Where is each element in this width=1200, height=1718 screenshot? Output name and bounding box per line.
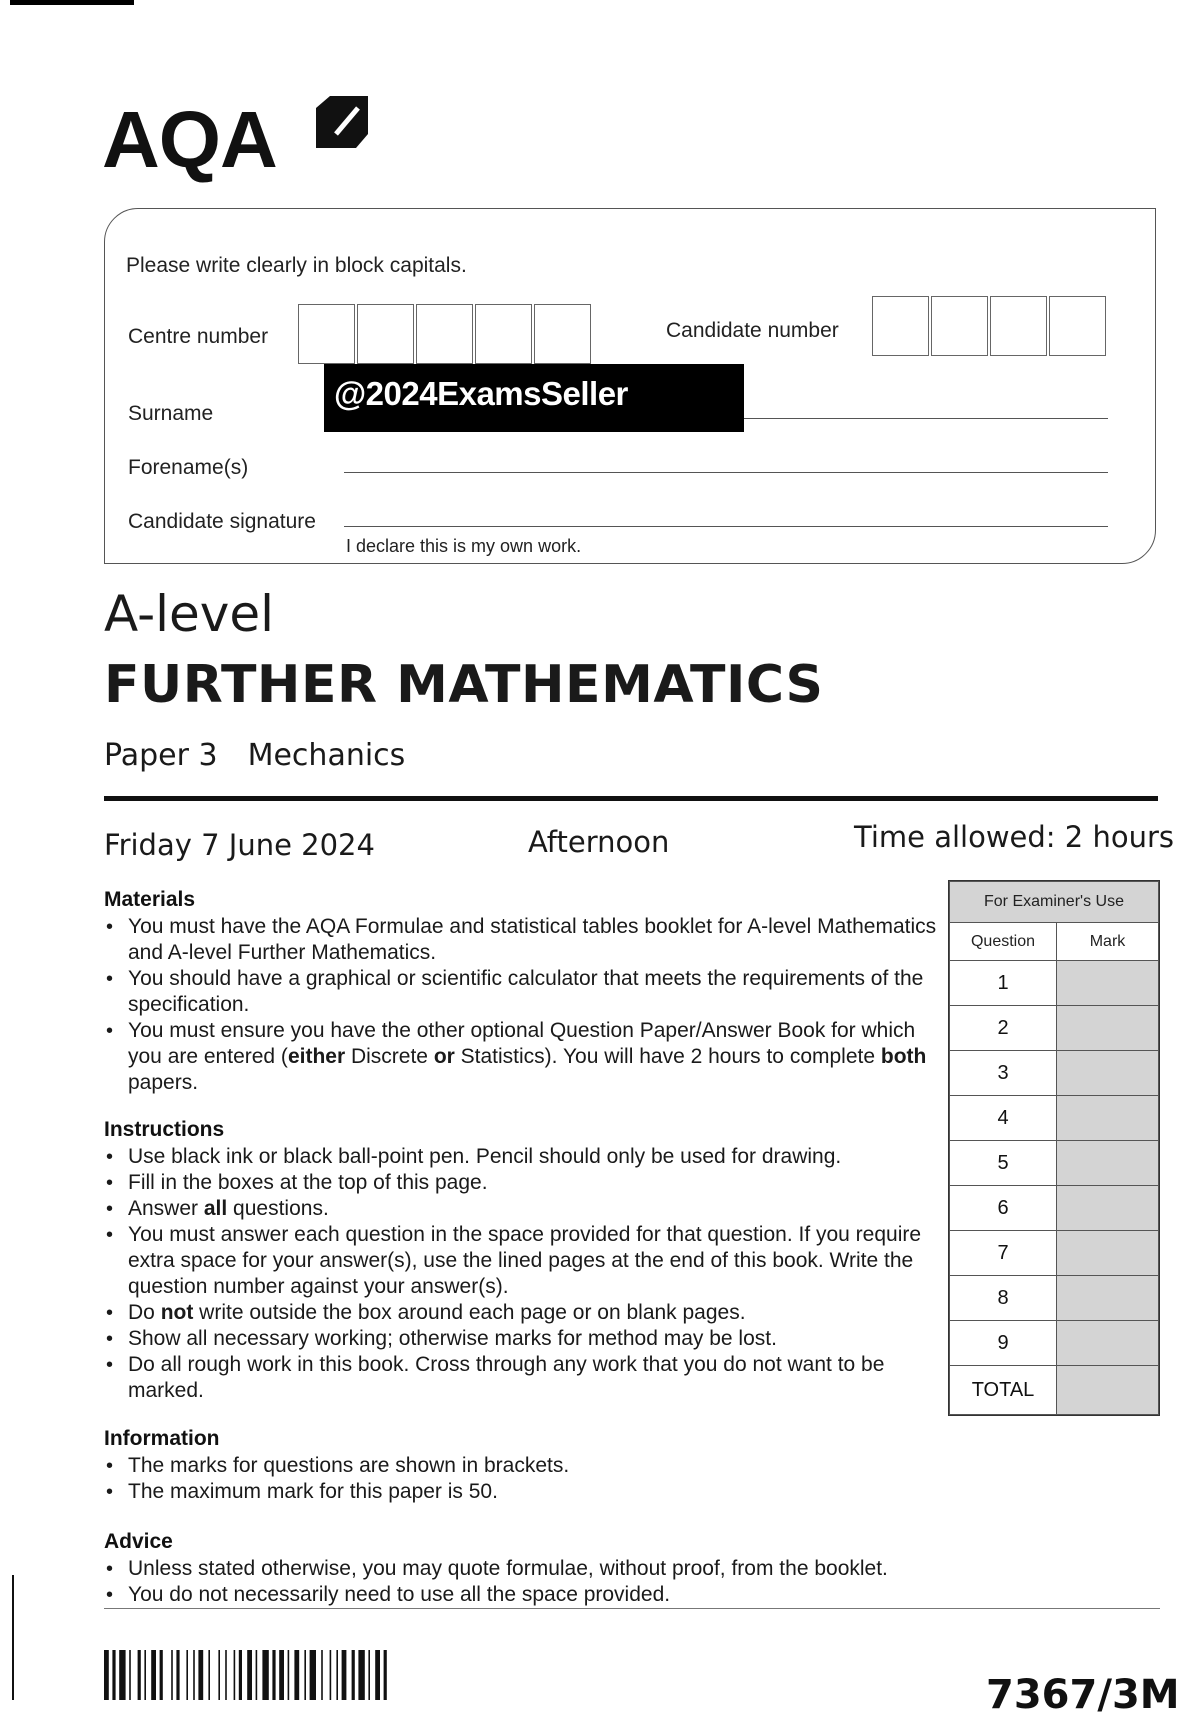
question-number-cell: 4 (950, 1096, 1057, 1141)
question-number-cell: 5 (950, 1141, 1057, 1186)
barcode-bar (321, 1650, 323, 1700)
centre-number-label: Centre number (128, 325, 269, 348)
declaration-text: I declare this is my own work. (346, 536, 582, 556)
total-mark-cell[interactable] (1057, 1366, 1159, 1415)
time-allowed: Time allowed: 2 hours (854, 820, 1174, 854)
mark-cell[interactable] (1057, 1231, 1159, 1276)
centre-number-digit[interactable] (298, 304, 355, 364)
barcode-bar (247, 1650, 252, 1700)
subject-title: FURTHER MATHEMATICS (104, 655, 824, 715)
question-number-cell: 9 (950, 1321, 1057, 1366)
barcode-bar (288, 1650, 290, 1700)
candidate-number-boxes[interactable] (872, 296, 1108, 356)
barcode-bar (104, 1650, 109, 1700)
signature-field[interactable] (344, 526, 1108, 527)
instructions-heading: Instructions (104, 1118, 225, 1141)
table-row (950, 1051, 1159, 1096)
table-row (950, 1006, 1159, 1051)
paper-topic: Mechanics (247, 738, 406, 773)
barcode-bar (193, 1650, 195, 1700)
advice-divider (104, 1608, 1160, 1609)
barcode-bar (176, 1650, 179, 1700)
list-item: • Unless stated otherwise, you may quote formulae, without proof, from the booklet. (104, 1556, 1104, 1582)
barcode (104, 1650, 532, 1700)
barcode-bar (342, 1650, 347, 1700)
header-divider (104, 796, 1158, 801)
table-row (950, 1276, 1159, 1321)
barcode-bar (151, 1650, 156, 1700)
instructions-section (104, 1118, 944, 1404)
candidate-number-digit[interactable] (931, 296, 988, 356)
examiner-table-title: For Examiner's Use (950, 882, 1159, 923)
centre-number-boxes[interactable] (298, 304, 593, 364)
mark-cell[interactable] (1057, 1321, 1159, 1366)
paper-title (104, 738, 405, 773)
exam-date: Friday 7 June 2024 (104, 828, 375, 862)
list-item: • Do all rough work in this book. Cross through any work that you do not want to be marked. (104, 1352, 944, 1404)
list-item: • Show all necessary working; otherwise marks for method may be lost. (104, 1326, 944, 1352)
advice-heading: Advice (104, 1530, 173, 1553)
barcode-bar (112, 1650, 115, 1700)
list-item: • You should have a graphical or scientific calculator that meets the requirements of the specification. (104, 966, 944, 1018)
barcode-bar (352, 1650, 355, 1700)
paper-number: Paper 3 (104, 738, 218, 773)
table-row (950, 1231, 1159, 1276)
list-item: • You must answer each question in the space provided for that question. If you require extra space for your answer(s), use the lined pages at the end of this book. Write the question number against your answer(s). (104, 1222, 944, 1300)
list-item: • Use black ink or black ball-point pen. Pencil should only be used for drawing. (104, 1144, 944, 1170)
barcode-bar (272, 1650, 275, 1700)
barcode-bar (218, 1650, 220, 1700)
materials-section (104, 888, 944, 1096)
list-item: • Do not write outside the box around each page or on blank pages. (104, 1300, 944, 1326)
list-item: • The marks for questions are shown in brackets. (104, 1453, 944, 1479)
mark-cell[interactable] (1057, 1096, 1159, 1141)
barcode-bar (198, 1650, 203, 1700)
surname-label: Surname (128, 402, 214, 425)
barcode-bar (256, 1650, 258, 1700)
mark-cell[interactable] (1057, 1186, 1159, 1231)
list-item: • Fill in the boxes at the top of this page. (104, 1170, 944, 1196)
mark-cell[interactable] (1057, 961, 1159, 1006)
question-number-cell: 6 (950, 1186, 1057, 1231)
barcode-bar (160, 1650, 163, 1700)
mark-cell[interactable] (1057, 1051, 1159, 1096)
materials-heading: Materials (104, 888, 196, 911)
mark-cell[interactable] (1057, 1276, 1159, 1321)
examiner-use-table (948, 880, 1160, 1416)
barcode-bar (119, 1650, 125, 1700)
question-number-cell: 2 (950, 1006, 1057, 1051)
list-item: • You do not necessarily need to use all the space provided. (104, 1582, 1104, 1608)
barcode-bar (138, 1650, 141, 1700)
centre-number-digit[interactable] (534, 304, 591, 364)
question-number-cell: 1 (950, 961, 1057, 1006)
table-row (950, 1321, 1159, 1366)
barcode-bar (330, 1650, 332, 1700)
barcode-bar (225, 1650, 227, 1700)
question-number-cell: 8 (950, 1276, 1057, 1321)
aqa-flag-icon (314, 94, 370, 150)
signature-label: Candidate signature (128, 510, 316, 533)
table-row (950, 961, 1159, 1006)
list-item: • Answer all questions. (104, 1196, 944, 1222)
barcode-bar (375, 1650, 380, 1700)
advice-section (104, 1530, 1104, 1608)
total-label: TOTAL (950, 1366, 1057, 1415)
question-number-cell: 3 (950, 1051, 1057, 1096)
column-header-question: Question (950, 923, 1057, 961)
logo-text: AQA (102, 95, 277, 184)
exam-session: Afternoon (528, 825, 670, 859)
barcode-bar (186, 1650, 188, 1700)
list-item: • The maximum mark for this paper is 50. (104, 1479, 944, 1505)
barcode-bar (368, 1650, 370, 1700)
information-section (104, 1427, 944, 1505)
table-row (950, 1186, 1159, 1231)
barcode-bar (384, 1650, 387, 1700)
centre-number-digit[interactable] (475, 304, 532, 364)
barcode-bar (358, 1650, 364, 1700)
mark-cell[interactable] (1057, 1141, 1159, 1186)
barcode-bar (234, 1650, 236, 1700)
column-header-mark: Mark (1057, 923, 1159, 961)
centre-number-digit[interactable] (416, 304, 473, 364)
aqa-logo (102, 90, 392, 190)
barcode-bar (310, 1650, 316, 1700)
list-item: • You must ensure you have the other optional Question Paper/Answer Book for which you are entered (either Discrete or Statistics). You will have 2 hours to complete both papers. (104, 1018, 944, 1096)
table-row (950, 1141, 1159, 1186)
forenames-label: Forename(s) (128, 456, 249, 479)
question-number-cell: 7 (950, 1231, 1057, 1276)
qualification-level: A-level (104, 585, 275, 643)
barcode-bar (171, 1650, 173, 1700)
paper-code: 7367/3M (986, 1672, 1180, 1718)
barcode-bar (144, 1650, 146, 1700)
barcode-bar (336, 1650, 338, 1700)
information-heading: Information (104, 1427, 220, 1450)
margin-line (12, 1575, 14, 1700)
barcode-bar (279, 1650, 284, 1700)
barcode-bar (208, 1650, 210, 1700)
candidate-number-digit[interactable] (1049, 296, 1106, 356)
scan-mark (10, 0, 134, 5)
barcode-bar (304, 1650, 306, 1700)
candidate-number-digit[interactable] (872, 296, 929, 356)
barcode-bar (294, 1650, 299, 1700)
centre-number-digit[interactable] (357, 304, 414, 364)
barcode-bar (262, 1650, 268, 1700)
barcode-bar (239, 1650, 242, 1700)
candidate-number-label: Candidate number (666, 319, 839, 342)
mark-cell[interactable] (1057, 1006, 1159, 1051)
block-capitals-instruction: Please write clearly in block capitals. (126, 254, 467, 277)
list-item: • You must have the AQA Formulae and statistical tables booklet for A-level Mathematics and A-level Further Mathematics. (104, 914, 944, 966)
barcode-bar (129, 1650, 131, 1700)
table-row (950, 1096, 1159, 1141)
candidate-number-digit[interactable] (990, 296, 1047, 356)
forenames-field[interactable] (344, 472, 1108, 473)
watermark-banner: @2024ExamsSeller (324, 364, 744, 432)
